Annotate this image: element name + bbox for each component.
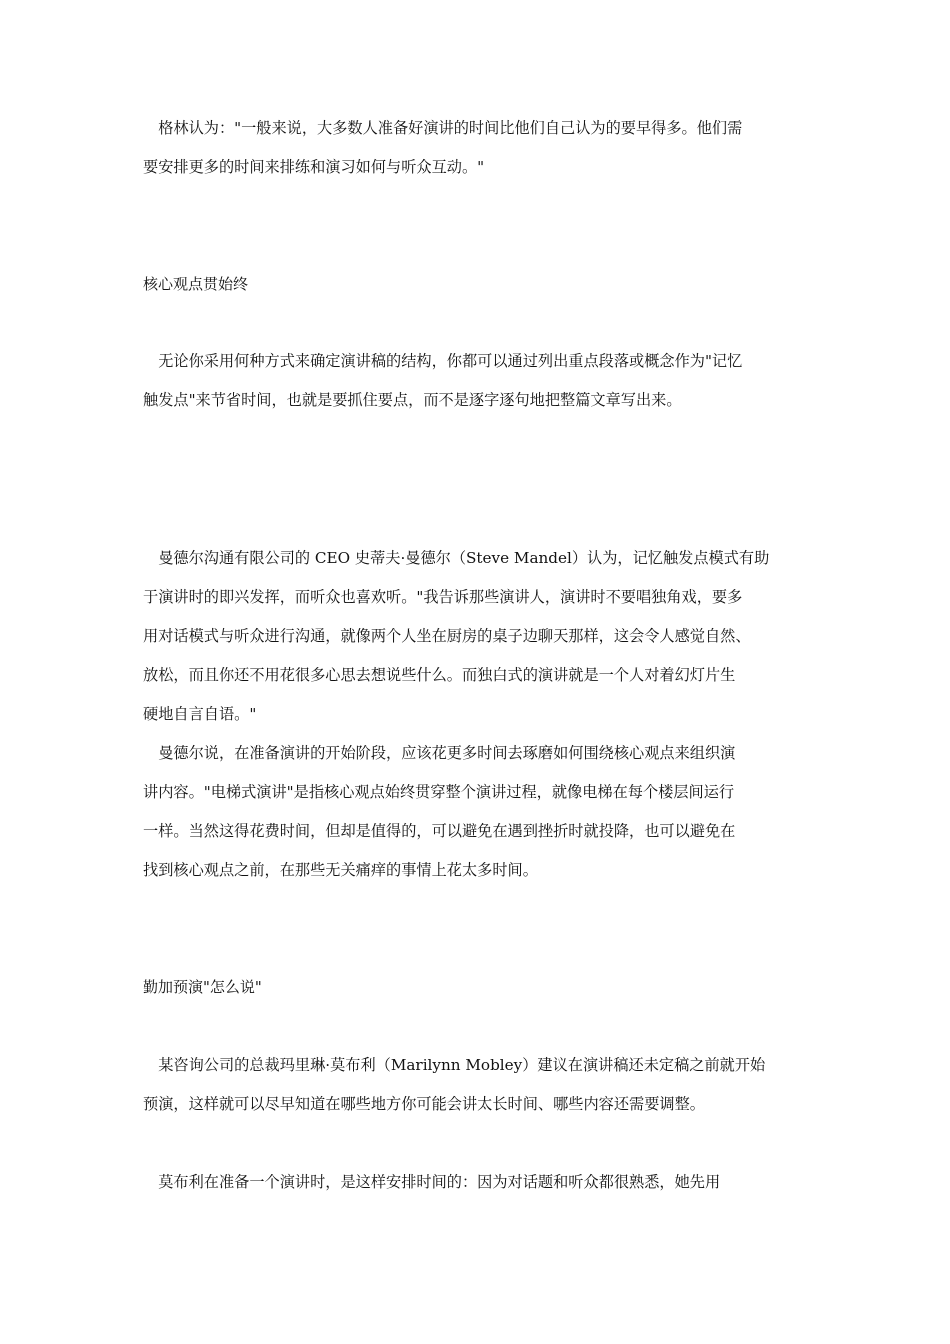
paragraph-mandel-line-4: 放松，而且你还不用花很多心思去想说些什么。而独白式的演讲就是一个人对着幻灯片生 <box>143 666 736 684</box>
paragraph-schedule-line-1: 莫布利在准备一个演讲时，是这样安排时间的：因为对话题和听众都很熟悉，她先用 <box>143 1173 721 1191</box>
paragraph-mandel-line-2: 于演讲时的即兴发挥，而听众也喜欢听。"我告诉那些演讲人，演讲时不要唱独角戏，要多 <box>143 588 743 606</box>
section-heading-rehearse: 勤加预演"怎么说" <box>143 978 262 996</box>
paragraph-structure-line-2: 触发点"来节省时间，也就是要抓住要点，而不是逐字逐句地把整篇文章写出来。 <box>143 391 682 409</box>
section-heading-core-idea: 核心观点贯始终 <box>143 275 249 293</box>
paragraph-green-line-1: 格林认为："一般来说，大多数人准备好演讲的时间比他们自己认为的要早得多。他们需 <box>143 119 743 137</box>
paragraph-mandel-line-5: 硬地自言自语。" <box>143 705 257 723</box>
paragraph-mandel-line-1: 曼德尔沟通有限公司的 CEO 史蒂夫·曼德尔（Steve Mandel）认为，记忆触发点模式有助 <box>143 549 770 567</box>
paragraph-mobley-line-2: 预演，这样就可以尽早知道在哪些地方你可能会讲太长时间、哪些内容还需要调整。 <box>143 1095 705 1113</box>
paragraph-elevator-line-3: 一样。当然这得花费时间，但却是值得的，可以避免在遇到挫折时就投降，也可以避免在 <box>143 822 736 840</box>
paragraph-green-line-2: 要安排更多的时间来排练和演习如何与听众互动。" <box>143 158 485 176</box>
paragraph-elevator-line-2: 讲内容。"电梯式演讲"是指核心观点始终贯穿整个演讲过程，就像电梯在每个楼层间运行 <box>143 783 735 801</box>
paragraph-elevator-line-1: 曼德尔说，在准备演讲的开始阶段，应该花更多时间去琢磨如何围绕核心观点来组织演 <box>143 744 736 762</box>
paragraph-elevator-line-4: 找到核心观点之前，在那些无关痛痒的事情上花太多时间。 <box>143 861 538 879</box>
paragraph-mobley-line-1: 某咨询公司的总裁玛里琳·莫布利（Marilynn Mobley）建议在演讲稿还未定稿之前就开始 <box>143 1056 766 1074</box>
paragraph-structure-line-1: 无论你采用何种方式来确定演讲稿的结构，你都可以通过列出重点段落或概念作为"记忆 <box>143 352 743 370</box>
paragraph-mandel-line-3: 用对话模式与听众进行沟通，就像两个人坐在厨房的桌子边聊天那样，这会令人感觉自然、 <box>143 627 751 645</box>
